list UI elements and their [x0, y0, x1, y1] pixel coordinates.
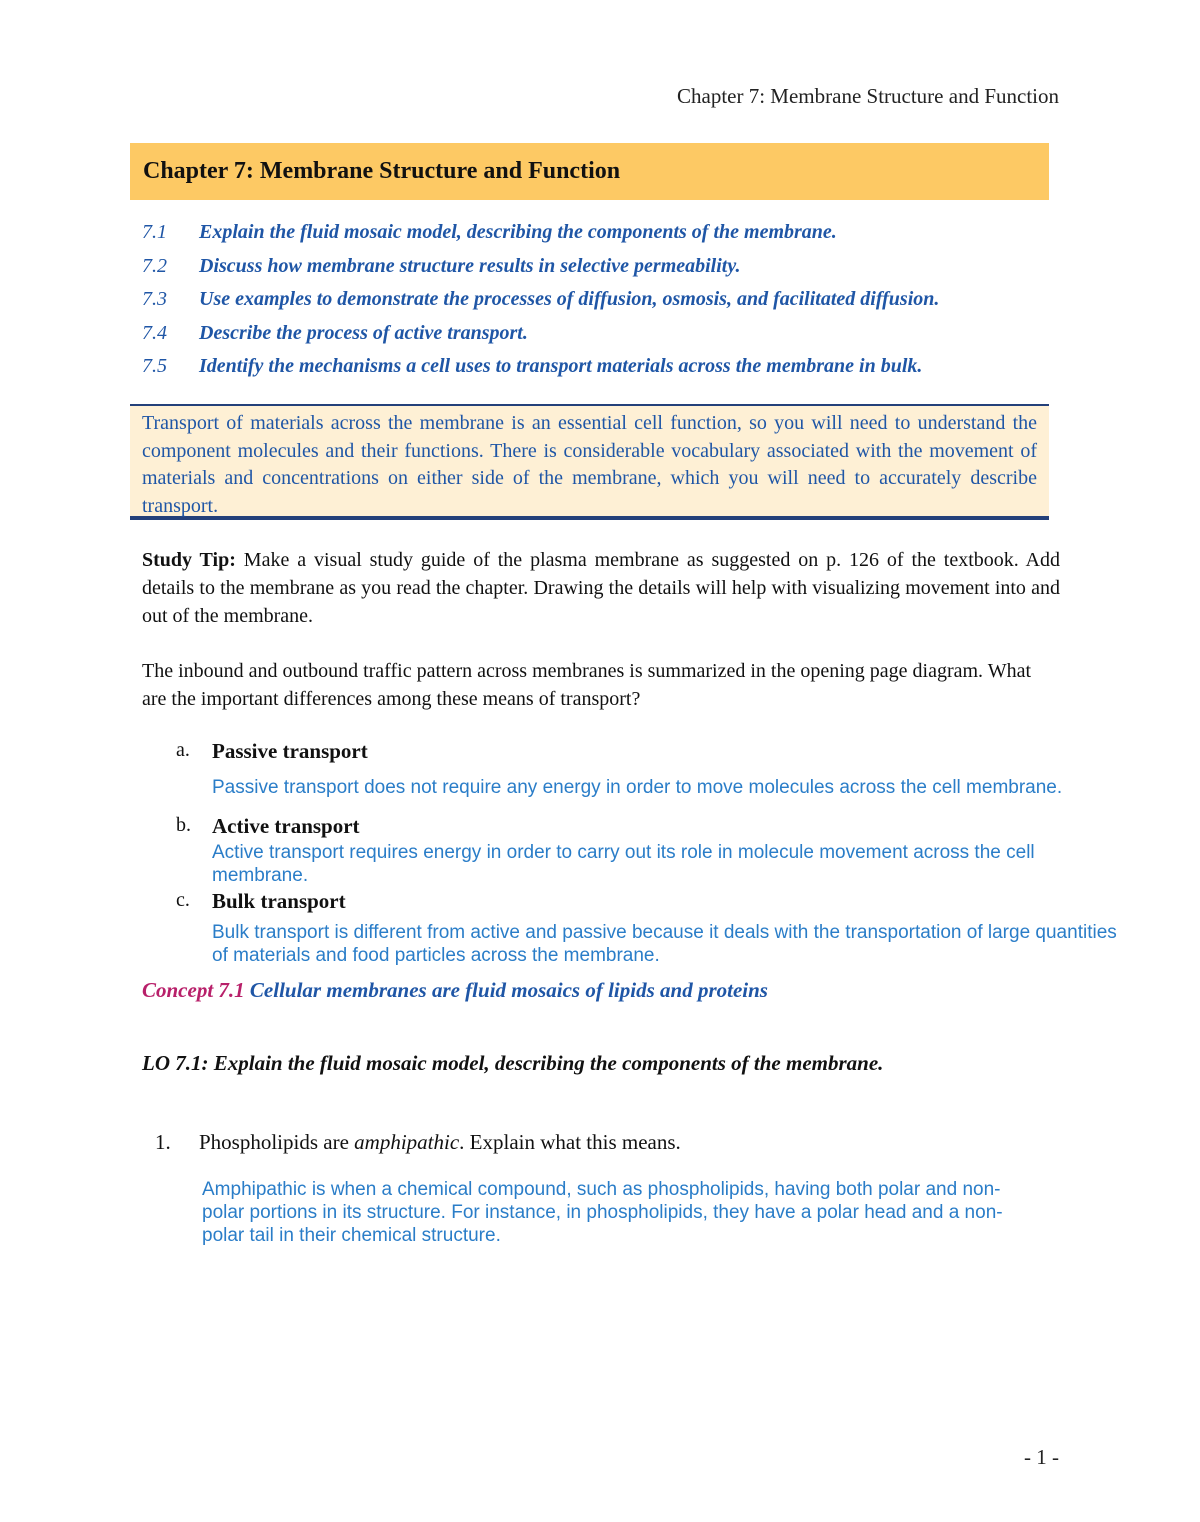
item-title: Bulk transport — [212, 889, 346, 913]
concept-label: Concept 7.1 — [142, 978, 245, 1002]
objective-text: Discuss how membrane structure results in selective permeability. — [199, 254, 741, 277]
chapter-title-band — [130, 143, 1049, 200]
page-number: - 1 - — [1024, 1445, 1059, 1469]
answer-passive: Passive transport does not require any energy in order to move molecules across the cell membrane. — [212, 777, 1063, 798]
running-header: Chapter 7: Membrane Structure and Function — [677, 84, 1059, 108]
objective-number: 7.1 — [142, 221, 167, 244]
objective-number: 7.3 — [142, 288, 167, 311]
study-tip — [142, 546, 1060, 630]
objective-text: Describe the process of active transport. — [199, 321, 528, 344]
objective-number: 7.4 — [142, 321, 167, 344]
question-term: amphipathic — [354, 1130, 460, 1154]
item-title: Passive transport — [212, 739, 368, 763]
question-prefix: Phospholipids are — [199, 1130, 355, 1154]
objective-item — [142, 283, 1082, 317]
objective-item — [142, 216, 1082, 250]
intro-callout — [130, 404, 1049, 520]
concept-text: Cellular membranes are fluid mosaics of lipids and proteins — [244, 978, 768, 1002]
concept-heading — [142, 978, 768, 1003]
intro-text: Transport of materials across the membrane is an essential cell function, so you will need to understand the component molecules and their functions. There is considerable vocabulary associated with the movement of materials and concentrations on either side of the membrane, which you will need to accurately describe transport. — [142, 412, 1037, 517]
objective-number: 7.5 — [142, 355, 167, 378]
objective-text: Explain the fluid mosaic model, describing the components of the membrane. — [199, 221, 837, 244]
item-title: Active transport — [212, 814, 360, 838]
objective-item — [142, 250, 1082, 284]
objective-number: 7.2 — [142, 254, 167, 277]
objective-item — [142, 350, 1082, 384]
study-tip-text: Make a visual study guide of the plasma membrane as suggested on p. 126 of the textbook. Add details to the membrane as you read the chapter. Drawing the details will help with visualizing movement into and out of the membrane. — [142, 549, 1060, 627]
answer-bulk: Bulk transport is different from active and passive because it deals with the transportation of large quantities of materials and food particles across the membrane. — [212, 922, 1117, 966]
learning-objectives — [142, 216, 1082, 384]
item-letter: a. — [176, 739, 190, 761]
objective-text: Identify the mechanisms a cell uses to transport materials across the membrane in bulk. — [199, 355, 923, 378]
lo-heading: LO 7.1: Explain the fluid mosaic model, describing the components of the membrane. — [142, 1051, 884, 1075]
objective-item — [142, 317, 1082, 351]
answer-question-1: Amphipathic is when a chemical compound, such as phospholipids, having both polar and non-polar portions in its structure. For instance, in phospholipids, they have a polar head and a non-polar tail in their chemical structure. — [202, 1179, 1003, 1246]
question-1 — [155, 1130, 681, 1155]
objective-text: Use examples to demonstrate the processes of diffusion, osmosis, and facilitated diffusion. — [199, 288, 940, 311]
question-suffix: . Explain what this means. — [459, 1130, 681, 1154]
item-letter: b. — [176, 814, 191, 836]
traffic-paragraph: The inbound and outbound traffic pattern across membranes is summarized in the opening page diagram. What are the important differences among these means of transport? — [142, 660, 1032, 710]
study-tip-label: Study Tip: — [142, 549, 236, 571]
chapter-title: Chapter 7: Membrane Structure and Function — [143, 158, 621, 184]
question-number: 1. — [155, 1130, 171, 1154]
answer-active: Active transport requires energy in order to carry out its role in molecule movement across the cell membrane. — [212, 842, 1035, 886]
item-letter: c. — [176, 889, 190, 911]
